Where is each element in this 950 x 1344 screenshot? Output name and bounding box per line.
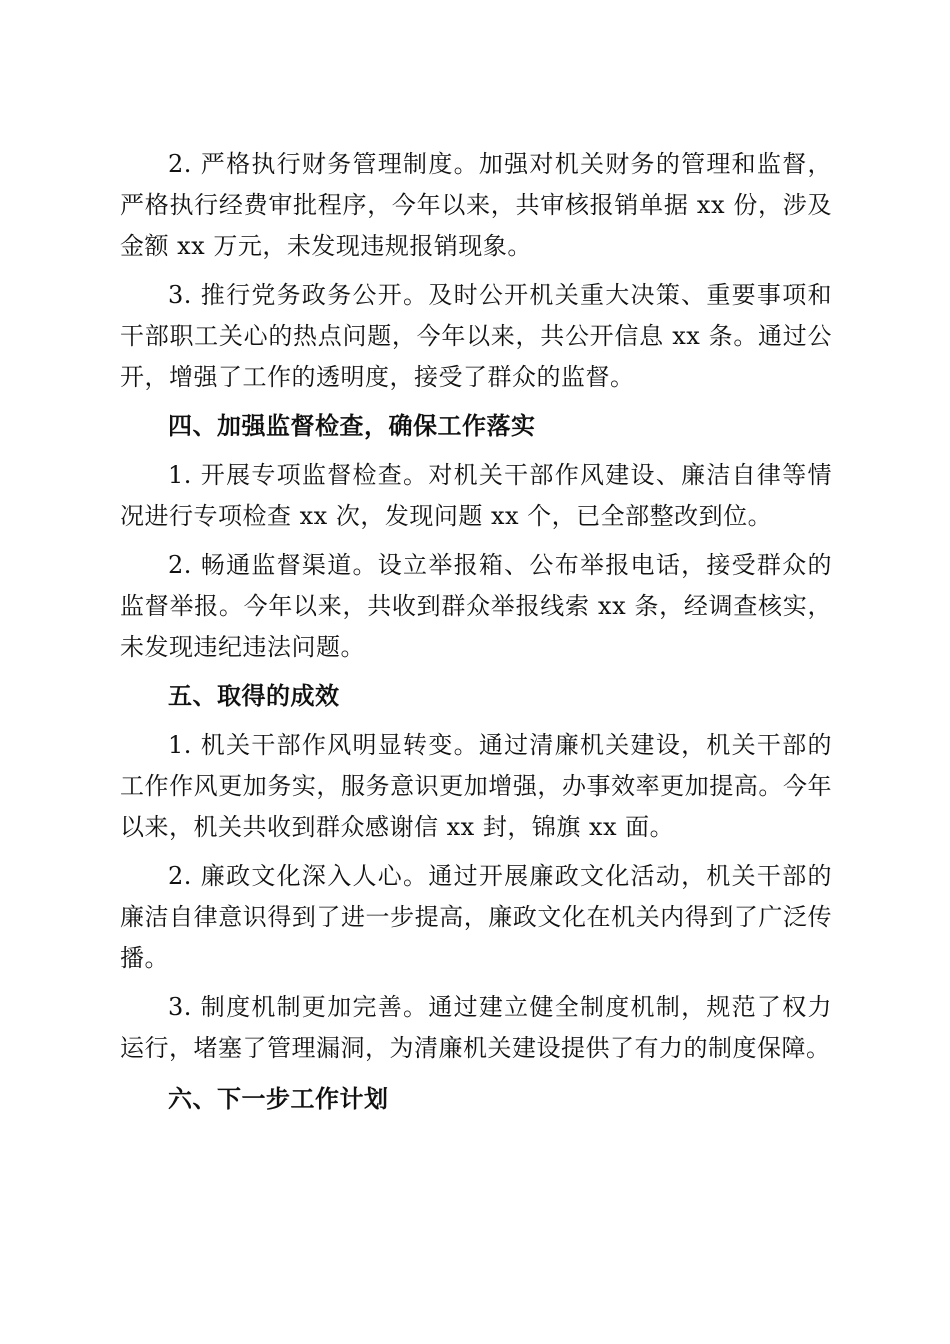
section-heading-supervision: 四、加强监督检查，确保工作落实 xyxy=(168,412,536,440)
paragraph-finance-management: 2. 严格执行财务管理制度。加强对机关财务的管理和监督，严格执行经费审批程序，今年以来，共审核报销单据 xx 份，涉及金额 xx 万元，未发现违规报销现象。 xyxy=(120,150,832,260)
paragraph-affairs-disclosure: 3. 推行党务政务公开。及时公开机关重大决策、重要事项和干部职工关心的热点问题，今年以来，共公开信息 xx 条。通过公开，增强了工作的透明度，接受了群众的监督。 xyxy=(120,281,832,391)
paragraph-work-style-change: 1. 机关干部作风明显转变。通过清廉机关建设，机关干部的工作作风更加务实，服务意识更加增强，办事效率更加提高。今年以来，机关共收到群众感谢信 xx 封，锦旗 xx 面。 xyxy=(120,731,832,841)
document-body xyxy=(120,144,832,1128)
paragraph-special-inspection: 1. 开展专项监督检查。对机关干部作风建设、廉洁自律等情况进行专项检查 xx 次，发现问题 xx 个，已全部整改到位。 xyxy=(120,461,832,530)
section-heading-next-plan: 六、下一步工作计划 xyxy=(168,1085,389,1113)
paragraph-integrity-culture: 2. 廉政文化深入人心。通过开展廉政文化活动，机关干部的廉洁自律意识得到了进一步提高，廉政文化在机关内得到了广泛传播。 xyxy=(120,862,832,972)
section-heading-achievements: 五、取得的成效 xyxy=(168,682,340,710)
paragraph-system-mechanism: 3. 制度机制更加完善。通过建立健全制度机制，规范了权力运行，堵塞了管理漏洞，为清廉机关建设提供了有力的制度保障。 xyxy=(120,993,832,1062)
paragraph-supervision-channels: 2. 畅通监督渠道。设立举报箱、公布举报电话，接受群众的监督举报。今年以来，共收到群众举报线索 xx 条，经调查核实，未发现违纪违法问题。 xyxy=(120,551,832,661)
